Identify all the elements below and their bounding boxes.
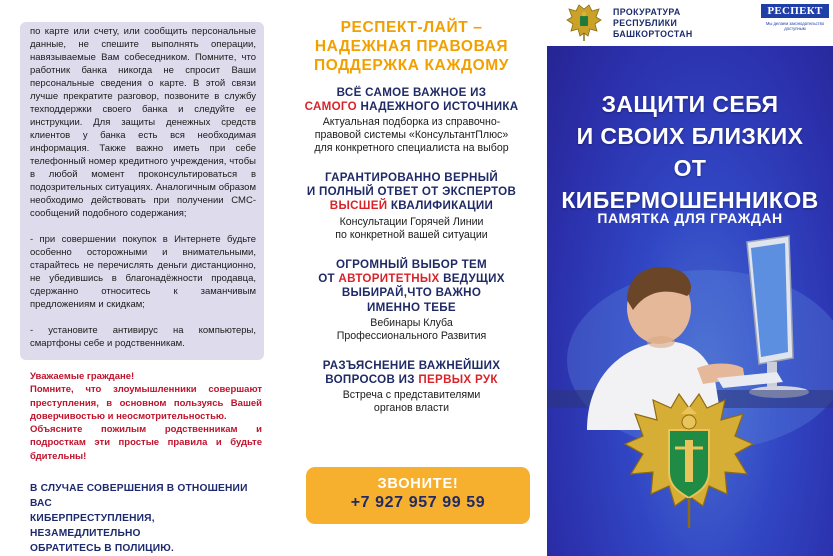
cover-header	[547, 0, 833, 46]
respect-logo: РЕСПЕКТ	[761, 4, 829, 18]
org-line-2: РЕСПУБЛИКИ	[613, 18, 678, 28]
left-panel	[0, 0, 276, 556]
org-line-3: БАШКОРТОСТАН	[613, 29, 693, 39]
advice-paragraph-1: по карте или счету, или сообщить персональные данные, не спешите выполнять операции, навязываемые Вам собеседником. Помните, что работник банка никогда не спросит Ваши персональные сведения о карте. В этой связи лучше прекратите разговор, позвоните в службу техподдержки своего банка и следуйте ее инструкции. Для защиты денежных средств клиентов у банка есть вся необходимая информация. Также важно иметь при себе телефонный номер кредитного учреждения, чтобы в любой момент проконсультироваться в подозрительных ситуациях. Аналогичным образом необходимо действовать при получении СМС-сообщений подобного содержания;	[30, 26, 256, 219]
feature-3-line-1: Вебинары Клуба	[370, 316, 453, 329]
feature-1-line-3: для конкретного специалиста на выбор	[314, 142, 509, 155]
feature-1-line-1: Актуальная подборка из справочно-	[322, 116, 501, 129]
feature-3-line-2: Профессионального Развития	[336, 329, 487, 342]
feature-3-heading-pre: ОТ	[318, 272, 339, 286]
feature-1-heading-2	[284, 100, 539, 114]
call-label: ЗВОНИТЕ!	[377, 476, 459, 492]
feature-block-3	[284, 258, 539, 343]
feature-4-text	[284, 389, 539, 415]
cover-panel	[547, 0, 833, 556]
feature-2-heading-3	[284, 199, 539, 213]
feature-4-heading-2	[284, 373, 539, 387]
feature-block-4	[284, 359, 539, 415]
feature-4-highlight: ПЕРВЫХ РУК	[418, 373, 498, 387]
report-line-1: В СЛУЧАЕ СОВЕРШЕНИЯ В ОТНОШЕНИИ ВАС	[30, 483, 248, 509]
feature-block-2	[284, 171, 539, 242]
feature-3-heading-rest: ВЕДУЩИХ	[439, 272, 505, 286]
feature-2-line-1: Консультации Горячей Линии	[339, 215, 484, 228]
feature-4-heading-1: РАЗЪЯСНЕНИЕ ВАЖНЕЙШИХ	[322, 359, 501, 372]
cover-title-line-1: ЗАЩИТИ СЕБЯ	[601, 91, 779, 117]
feature-4-line-2: органов власти	[373, 402, 450, 415]
feature-block-1	[284, 86, 539, 155]
advice-paragraph-3: - установите антивирус на компьютеры, смартфоны себе и родственникам.	[30, 325, 256, 349]
organization-name	[613, 7, 693, 40]
feature-4-line-1: Встреча с представителями	[342, 389, 481, 402]
feature-3-heading-3: ВЫБИРАЙ,ЧТО ВАЖНО	[341, 286, 482, 300]
cover-title	[547, 88, 833, 216]
feature-3-heading-1: ОГРОМНЫЙ ВЫБОР ТЕМ	[335, 258, 488, 271]
report-line-3: ОБРАТИТЕСЬ В ПОЛИЦИЮ.	[30, 543, 175, 554]
feature-3-text	[284, 317, 539, 343]
feature-3-heading-2	[284, 272, 539, 286]
cover-title-line-2: И СВОИХ БЛИЗКИХ	[576, 123, 804, 149]
cover-subtitle: ПАМЯТКА ДЛЯ ГРАЖДАН	[597, 210, 783, 226]
feature-1-text	[284, 116, 539, 155]
feature-1-heading-1: ВСЁ САМОЕ ВАЖНОЕ ИЗ	[336, 86, 487, 99]
warning-line-2: Объясните пожилым родственникам и подросткам эти простые правила и будьте бдительны!	[30, 424, 262, 462]
phone-number[interactable]: +7 927 957 99 59	[350, 494, 486, 511]
emblem-eagle-icon	[565, 3, 603, 43]
title-line-3: ПОДДЕРЖКА КАЖДОМУ	[313, 57, 510, 74]
feature-3-highlight: АВТОРИТЕТНЫХ	[338, 272, 440, 286]
org-line-1: ПРОКУРАТУРА	[613, 7, 681, 17]
feature-2-text	[284, 216, 539, 242]
feature-2-heading-rest: КВАЛИФИКАЦИИ	[387, 199, 494, 213]
report-line-2: КИБЕРПРЕСТУПЛЕНИЯ, НЕЗАМЕДЛИТЕЛЬНО	[30, 513, 155, 539]
call-button[interactable]	[306, 467, 530, 524]
feature-4-heading-pre: ВОПРОСОВ ИЗ	[325, 373, 419, 387]
feature-2-highlight: ВЫСШЕЙ	[329, 199, 388, 213]
feature-1-line-2: правовой системы «КонсультантПлюс»	[314, 129, 509, 142]
feature-1-highlight: САМОГО	[304, 100, 357, 114]
feature-2-line-2: по конкретной вашей ситуации	[335, 228, 488, 241]
feature-3-heading-4: ИМЕННО ТЕБЕ	[367, 300, 456, 314]
warning-heading: Уважаемые граждане!	[30, 371, 135, 382]
title-line-2: НАДЕЖНАЯ ПРАВОВАЯ	[314, 38, 509, 55]
feature-2-heading-1: ГАРАНТИРОВАННО ВЕРНЫЙ	[324, 171, 499, 184]
advice-paragraph-2: - при совершении покупок в Интернете будьте особенно осторожными и внимательными, старайтесь не перечислять деньги дистанционно, не убедившись в благонадёжности продавца, сдержанно относитесь к заманчивым предложениям и скидкам;	[30, 234, 256, 310]
advice-box	[20, 22, 264, 360]
report-notice	[30, 481, 262, 556]
feature-2-heading-2: И ПОЛНЫЙ ОТВЕТ ОТ ЭКСПЕРТОВ	[306, 185, 517, 199]
prosecutor-emblem-icon	[619, 388, 759, 533]
respect-tagline: Мы делаем законодательство доступным	[765, 21, 825, 31]
middle-panel	[276, 0, 547, 556]
respect-lite-title	[276, 18, 547, 75]
cover-title-line-3: ОТ КИБЕРМОШЕННИКОВ	[561, 155, 819, 213]
warning-line-1: Помните, что злоумышленники совершают преступления, в основном пользуясь Вашей доверчивостью и неосмотрительностью.	[30, 384, 262, 422]
feature-1-heading-rest: НАДЕЖНОГО ИСТОЧНИКА	[356, 100, 519, 114]
warning-text	[30, 370, 262, 463]
title-line-1: РЕСПЕКТ-ЛАЙТ –	[340, 19, 483, 36]
